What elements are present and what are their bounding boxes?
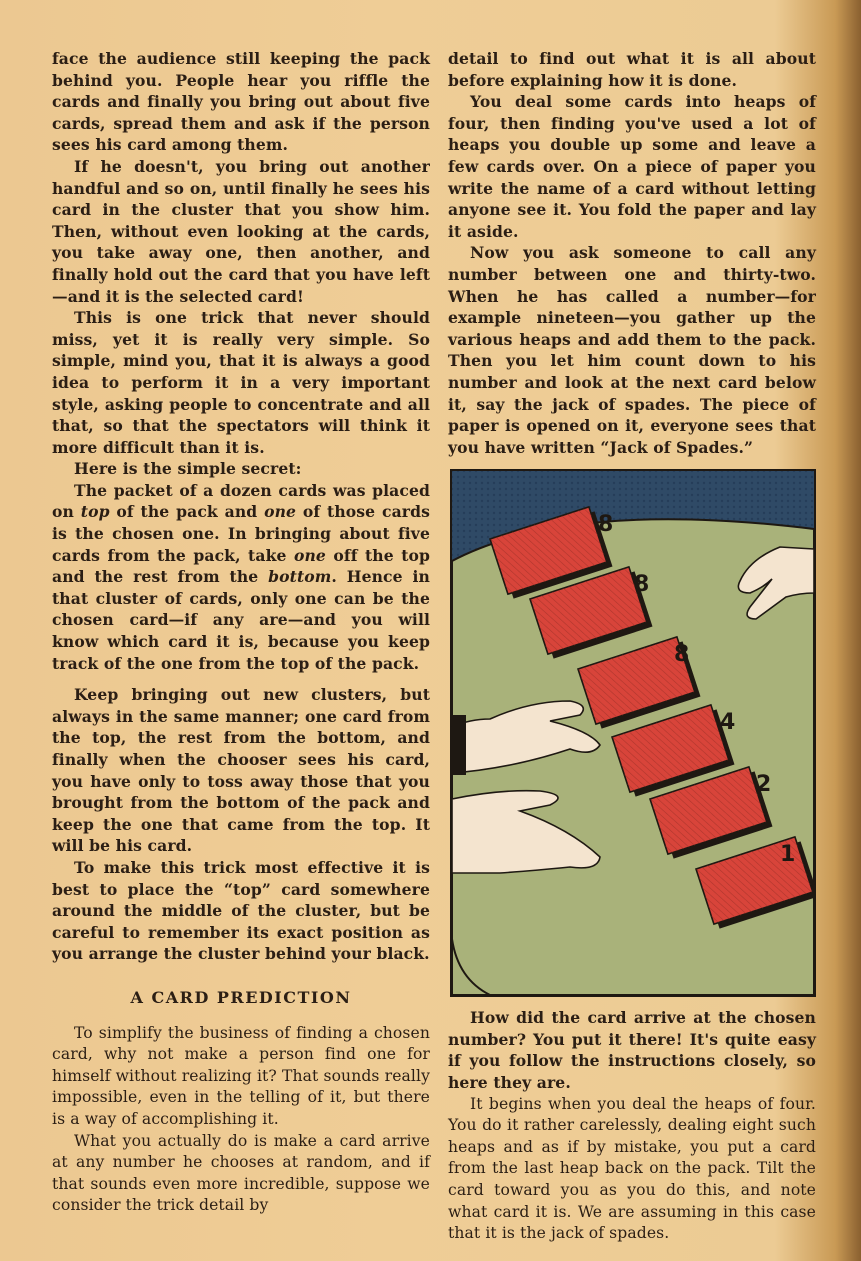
text-run: . Hence in that cluster of cards, only one can be the chosen card—if any are—and you will know which card it is, because you keep track of the one from the top of the pack. [52,567,430,673]
italic-run: one [293,545,326,565]
illustration-svg [450,469,816,997]
sleeve-cuff [452,715,466,775]
paragraph: If he doesn't, you bring out another handful and so on, until finally he sees his card in the cluster that you show him. Then, without even looking at the cards, you take away one, then another, and finally hold out the card that you have left—and it is the selected card! [52,156,430,306]
paragraph: To make this trick most effective it is best to place the “top” card somewhere around the middle of the cluster, but be careful to remember its exact position as you arrange the cluster behind your black. [52,857,430,964]
pile-count-label: 1 [780,842,796,868]
paragraph: face the audience still keeping the pack behind you. People hear you riffle the cards and finally you bring out about five cards, spread them and ask if the person sees his card among them. [52,49,430,155]
paragraph: You deal some cards into heaps of four, then finding you've used a lot of heaps you double up some and leave a few cards over. On a piece of paper you write the name of a card without letting anyone see it. You fold the paper and lay it aside. [448,92,816,241]
paragraph: Here is the simple secret: [74,459,302,479]
paragraph: What you actually do is make a card arrive at any number he chooses at random, and if that sounds even more incredible, suppose we consider the trick detail by [52,1131,430,1215]
pile-count-label: 8 [598,512,614,538]
paragraph: To simplify the business of finding a chosen card, why not make a person find one for himself without realizing it? That sounds really impossible, even in the telling of it, but there is a way of accomplishing it. [52,1023,430,1128]
pile-count-label: 4 [720,710,736,736]
pile-count-label: 2 [756,772,772,798]
paragraph: It begins when you deal the heaps of four. You do it rather carelessly, dealing eight such heaps and as if by mistake, you put a card from the last heap back on the pack. Tilt the card toward you as you do this, and note what card it is. We are assuming in this case that it is the jack of spades. [448,1094,816,1243]
italic-run: one [264,502,297,522]
left-column [52,48,430,1217]
text-run: of those cards is the chosen one. In bringing about five cards from the pack, take [52,502,430,565]
paragraph: How did the card arrive at the chosen number? You put it there! It's quite easy if you follow the instructions closely, so here they are. [448,1008,816,1093]
paragraph: Keep bringing out new clusters, but always in the same manner; one card from the top, the rest from the bottom, and finally when the chooser sees his card, you have only to toss away those that you brought from the bottom of the pack and keep the one that came from the top. It will be his card. [52,685,430,856]
text-run: The packet of a dozen cards was placed on [52,480,430,522]
pile-count-label: 8 [674,642,690,668]
paragraph: detail to find out what it is all about before explaining how it is done. [448,49,816,90]
paragraph [52,480,430,674]
paragraph: This is one trick that never should miss, yet it is really very simple. So simple, mind you, that it is always a good idea to perform it in a very important style, asking people to concentrate and all that, so that the spectators will think it more difficult than it is. [52,308,430,457]
text-run: off the top and the rest from the [52,545,431,587]
page-mark [478,1236,486,1250]
paragraph: Now you ask someone to call any number between one and thirty-two. When he has called a number—for example nineteen—you gather up the various heaps and add them to the pack. Then you let him count down to his number and look at the next card below it, say the jack of spades. The piece of paper is opened on it, everyone sees that you have written “Jack of Spades.” [448,243,816,457]
text-run: of the pack and [109,502,265,522]
card-piles-illustration [450,469,816,997]
italic-run: top [80,502,110,522]
pile-count-label: 8 [634,572,650,598]
italic-run: bottom [268,567,332,587]
right-column [448,48,816,1245]
section-heading: A CARD PREDICTION [130,987,352,1007]
